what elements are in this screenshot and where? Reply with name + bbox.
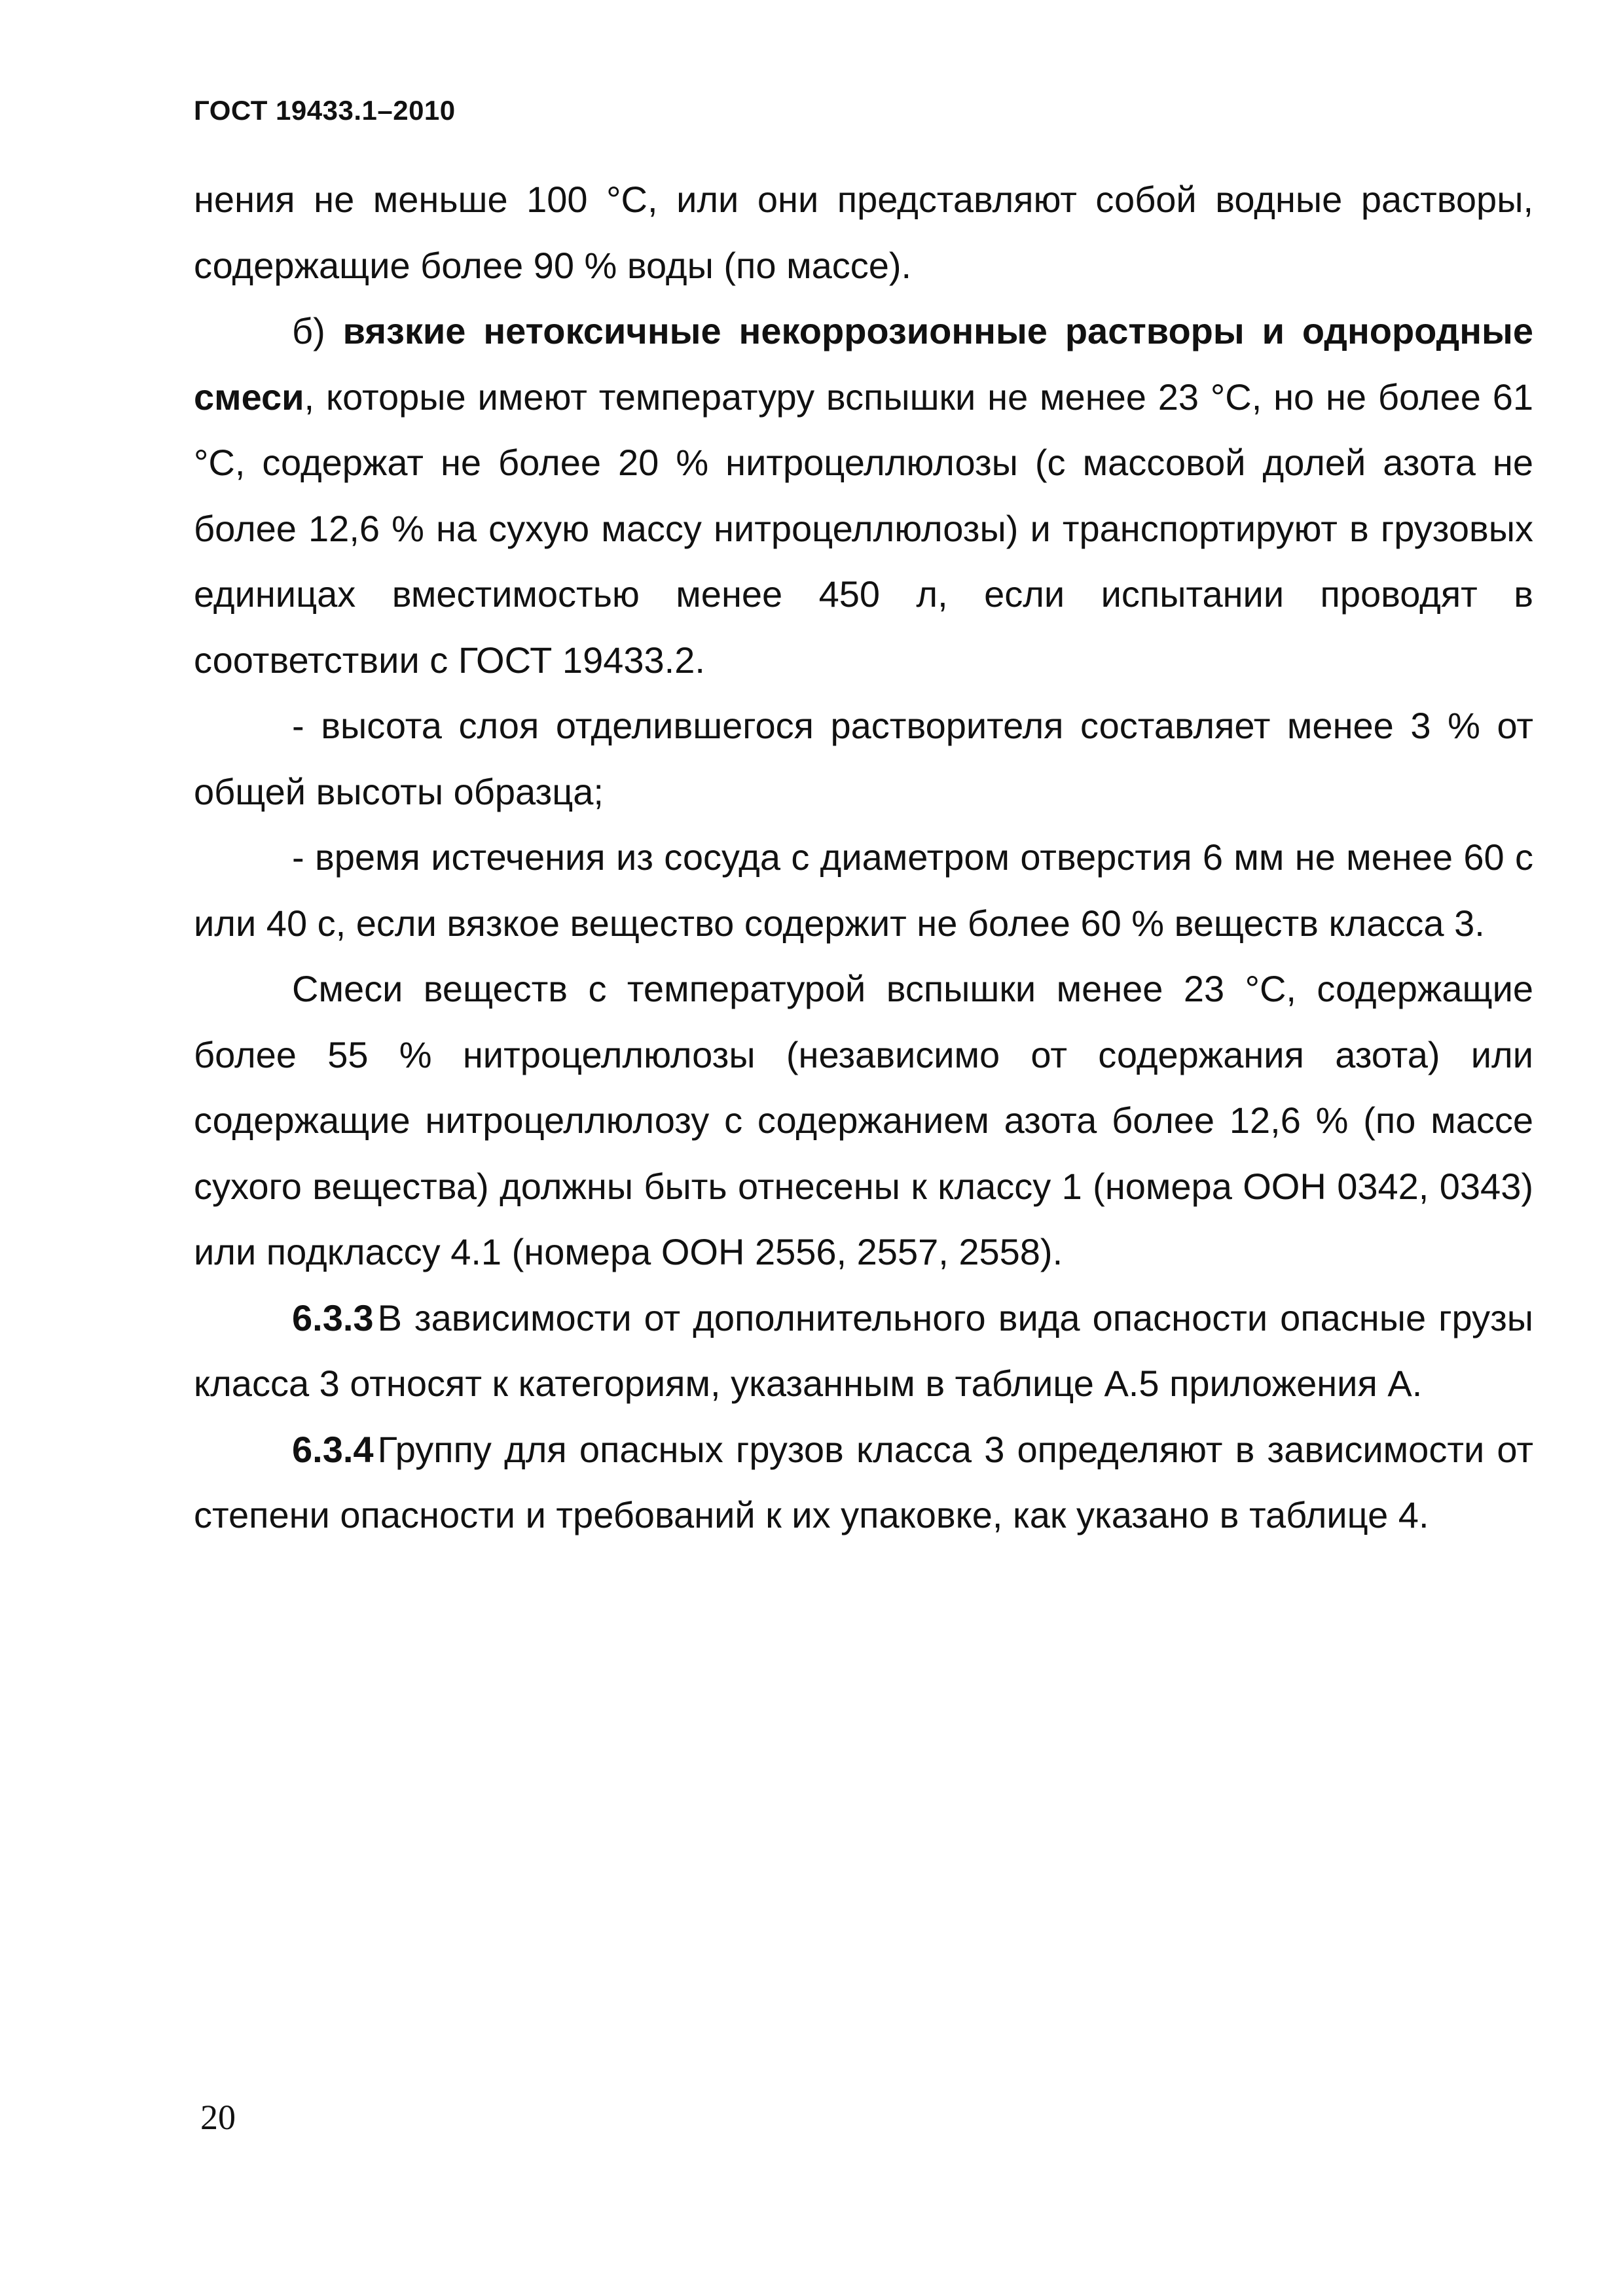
clause-6-3-4-text: Группу для опасных грузов класса 3 определяют в зависимости от степени опасности и требований к их упаковке, как указано в таблице 4. (194, 1428, 1533, 1535)
document-body (194, 167, 1533, 1549)
paragraph-item-b (194, 298, 1533, 693)
paragraph-mixtures: Смеси веществ с температурой вспышки менее 23 °С, содержащие более 55 % нитроцеллюлозы (независимо от содержания азота) или содержащие нитроцеллюлозу с содержанием азота более 12,6 % (по массе сухого вещества) должны быть отнесены к классу 1 (номера ООН 0342, 0343) или подклассу 4.1 (номера ООН 2556, 2557, 2558). (194, 968, 1533, 1272)
clause-6-3-4-number: 6.3.4 (292, 1428, 374, 1470)
clause-6-3-3-number: 6.3.3 (292, 1297, 374, 1338)
paragraph-dash-height: - высота слоя отделившегося растворителя составляет менее 3 % от общей высоты образца; (194, 705, 1533, 812)
item-b-bold-term: вязкие нетоксичные некоррозионные растворы и однородные смеси (194, 310, 1533, 418)
clause-6-3-3-text: В зависимости от дополнительного вида опасности опасные грузы класса 3 относят к категориям, указанным в таблице А.5 приложения А. (194, 1297, 1533, 1404)
paragraph-dash-flow-time: - время истечения из сосуда с диаметром отверстия 6 мм не менее 60 с или 40 с, если вязкое вещество содержит не более 60 % веществ класса 3. (194, 836, 1533, 944)
document-header-standard: ГОСТ 19433.1–2010 (194, 95, 456, 126)
item-b-text: , которые имеют температуру вспышки не менее 23 °С, но не более 61 °С, содержат не более 20 % нитроцеллюлозы (с массовой долей азота не более 12,6 % на сухую массу нитроцеллюлозы) и транспортируют в грузовых единицах вместимостью менее 450 л, если испытании проводят в соответствии с ГОСТ 19433.2. (194, 376, 1533, 681)
paragraph-continuation: нения не меньше 100 °С, или они представляют собой водные растворы, содержащие более 90 % воды (по массе). (194, 179, 1533, 286)
clause-6-3-4 (194, 1417, 1533, 1549)
clause-6-3-3 (194, 1285, 1533, 1417)
item-b-prefix: б) (292, 310, 343, 351)
page-number: 20 (200, 2098, 236, 2137)
